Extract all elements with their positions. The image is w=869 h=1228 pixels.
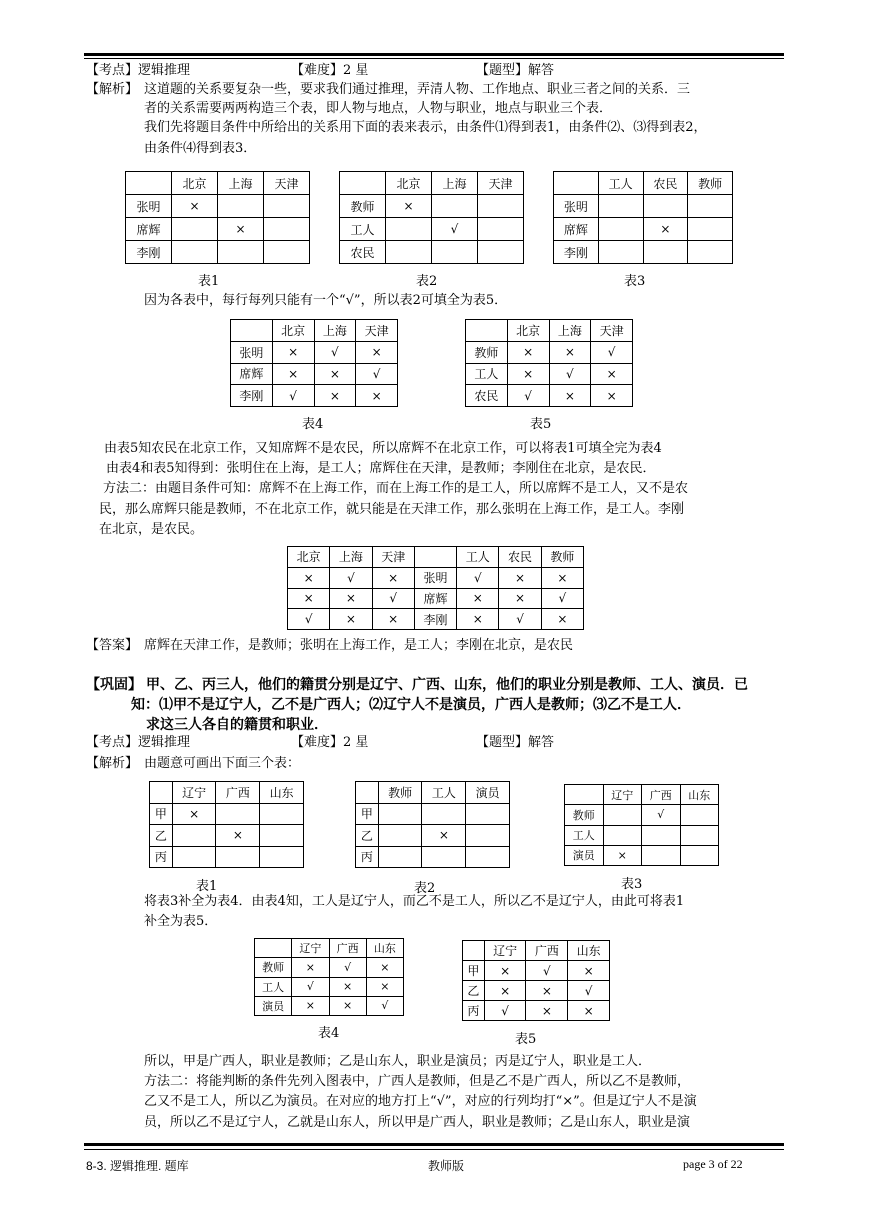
question-line: 知：⑴甲不是辽宁人，乙不是广西人；⑵辽宁人不是演员，广西人是教师；⑶乙不是工人． <box>131 697 691 713</box>
table-cell: 演员 <box>565 845 604 865</box>
table-cell: 上海 <box>549 320 591 342</box>
table-cell <box>216 846 260 868</box>
table-cell: 席辉 <box>126 218 172 241</box>
paragraph: 由表5知农民在北京工作，又知席辉不是农民，所以席辉不在北京工作，可以将表1可填全完为表4 <box>104 441 662 456</box>
table-cell: × <box>643 218 688 241</box>
table-cell <box>688 218 733 241</box>
table-cell: √ <box>457 567 499 588</box>
table-cell: × <box>422 825 466 847</box>
table-cell <box>264 218 310 241</box>
table-cell <box>260 846 304 868</box>
paragraph: 民，那么席辉只能是教师，不在北京工作，就只能是在天津工作，那么张明在上海工作，是工人。李刚 <box>99 502 685 517</box>
table-cell: × <box>272 341 314 363</box>
table-cell: 辽宁 <box>603 785 642 805</box>
paragraph: 在北京，是农民。 <box>99 522 204 537</box>
table-cell: × <box>541 567 583 588</box>
table-cell: √ <box>499 609 541 630</box>
table-cell: 广西 <box>216 782 260 804</box>
table-cell: 农民 <box>340 241 386 264</box>
table-cell <box>264 241 310 264</box>
table-cell: 甲 <box>150 803 173 825</box>
table-cell: × <box>288 588 330 609</box>
meta-row: 【考点】逻辑推理 【难度】2 星 【题型】解答 <box>86 63 555 78</box>
table-cell: 北京 <box>386 172 432 195</box>
table-cell: × <box>314 385 356 407</box>
table-cell: × <box>603 845 642 865</box>
table-cell: 上海 <box>218 172 264 195</box>
paragraph: 因为各表中，每行每列只能有一个“√”，所以表2可填全为表5． <box>144 293 508 308</box>
table-cell <box>218 241 264 264</box>
table-cell: 辽宁 <box>172 782 216 804</box>
table-cell <box>680 845 719 865</box>
table-cell: × <box>366 958 403 977</box>
table-cell <box>422 846 466 868</box>
paragraph: 方法二：将能判断的条件先列入图表中，广西人是教师，但是乙不是广西人，所以乙不是教师， <box>144 1074 691 1089</box>
footer-center: 教师版 <box>428 1159 465 1173</box>
table-cell: √ <box>356 363 398 385</box>
s2-table-3 <box>564 784 719 866</box>
table-cell <box>172 241 218 264</box>
answer-label: 【答案】 <box>86 638 139 653</box>
table-cell: 北京 <box>507 320 549 342</box>
table-6 <box>287 546 584 630</box>
table-cell: √ <box>372 588 414 609</box>
s2-table-3-caption: 表3 <box>621 877 643 892</box>
jiexi-line: 这道题的关系要复杂一些，要求我们通过推理，弄清人物、工作地点、职业三者之间的关系．三 <box>144 82 691 97</box>
paragraph: 方法二：由题目条件可知：席辉不在上海工作，而在上海工作的是工人，所以席辉不是工人，又不是农 <box>103 481 689 496</box>
table-cell: × <box>292 996 329 1015</box>
table-cell: 天津 <box>478 172 524 195</box>
jiexi-label: 【解析】 <box>86 82 139 97</box>
table-cell: √ <box>366 996 403 1015</box>
table-cell: × <box>356 385 398 407</box>
table-cell: 演员 <box>255 996 292 1015</box>
table-cell <box>150 782 173 804</box>
table-cell <box>172 218 218 241</box>
table-cell: × <box>356 341 398 363</box>
table-5-caption: 表5 <box>530 417 552 432</box>
footer-rule <box>84 1143 784 1146</box>
top-rule <box>84 53 784 56</box>
table-cell: √ <box>549 363 591 385</box>
table-cell <box>414 547 456 568</box>
table-cell: × <box>541 609 583 630</box>
table-cell: 北京 <box>272 320 314 342</box>
table-cell: 丙 <box>150 846 173 868</box>
table-cell <box>231 320 273 342</box>
table-4 <box>230 319 398 407</box>
table-cell: × <box>329 996 366 1015</box>
table-cell: 山东 <box>366 939 403 958</box>
table-cell <box>466 320 508 342</box>
table-cell <box>356 782 379 804</box>
table-cell: × <box>499 588 541 609</box>
table-cell: × <box>591 363 633 385</box>
table-cell: 工人 <box>466 363 508 385</box>
table-cell: 演员 <box>466 782 510 804</box>
table-cell: × <box>366 977 403 996</box>
table-cell: √ <box>484 1001 526 1021</box>
table-cell: × <box>218 218 264 241</box>
table-cell: 教师 <box>255 958 292 977</box>
table-cell <box>172 846 216 868</box>
table-cell <box>386 241 432 264</box>
top-rule-thin <box>84 58 784 59</box>
table-cell: 工人 <box>457 547 499 568</box>
table-cell <box>260 803 304 825</box>
table-cell: 工人 <box>598 172 643 195</box>
table-cell: 教师 <box>466 341 508 363</box>
paragraph: 由表4和表5知得到：张明住在上海，是工人；席辉住在天津，是教师；李刚住在北京，是农民． <box>106 461 656 476</box>
table-3-caption: 表3 <box>624 274 646 289</box>
table-cell <box>603 825 642 845</box>
table-cell: 农民 <box>499 547 541 568</box>
table-cell: 席辉 <box>554 218 599 241</box>
table-cell: √ <box>329 958 366 977</box>
table-cell <box>466 825 510 847</box>
table-cell: 甲 <box>463 961 485 981</box>
table-cell: 山东 <box>568 941 610 961</box>
table-cell <box>565 785 604 805</box>
table-cell: × <box>216 825 260 847</box>
table-cell <box>688 195 733 218</box>
table-cell: 乙 <box>463 981 485 1001</box>
table-cell <box>432 195 478 218</box>
table-cell: 教师 <box>688 172 733 195</box>
table-cell: 农民 <box>466 385 508 407</box>
table-cell: × <box>172 803 216 825</box>
table-cell: × <box>372 609 414 630</box>
table-cell <box>378 825 422 847</box>
table-cell: × <box>499 567 541 588</box>
table-3 <box>553 171 733 264</box>
table-cell: × <box>272 363 314 385</box>
footer-left: 8-3. 逻辑推理. 题库 <box>86 1159 189 1173</box>
table-cell: 工人 <box>422 782 466 804</box>
table-cell: × <box>314 363 356 385</box>
table-cell <box>260 825 304 847</box>
table-cell: 张明 <box>554 195 599 218</box>
table-cell <box>598 218 643 241</box>
table-cell: 上海 <box>432 172 478 195</box>
jiexi-label: 【解析】 <box>86 756 139 771</box>
table-5 <box>465 319 633 407</box>
table-cell <box>255 939 292 958</box>
table-cell: 工人 <box>340 218 386 241</box>
answer-text: 席辉在天津工作，是教师；张明在上海工作，是工人；李刚在北京，是农民 <box>144 638 574 653</box>
jiexi-line: 由条件⑷得到表3． <box>144 141 257 156</box>
table-cell <box>478 195 524 218</box>
table-cell: 丙 <box>463 1001 485 1021</box>
s2-table-4 <box>254 938 404 1016</box>
jiexi-line: 者的关系需要两两构造三个表，即人物与地点，人物与职业，地点与职业三个表． <box>144 101 613 116</box>
table-4-caption: 表4 <box>302 417 324 432</box>
s2-table-2-caption: 表2 <box>414 881 436 896</box>
table-cell: 张明 <box>414 567 456 588</box>
table-cell <box>680 825 719 845</box>
table-cell <box>466 846 510 868</box>
table-cell: × <box>288 567 330 588</box>
table-cell: 李刚 <box>554 241 599 264</box>
s2-table-5 <box>462 940 610 1021</box>
table-cell <box>478 218 524 241</box>
table-cell: 上海 <box>330 547 372 568</box>
table-cell: × <box>484 981 526 1001</box>
table-cell <box>172 825 216 847</box>
table-cell: 广西 <box>526 941 568 961</box>
table-cell: 山东 <box>680 785 719 805</box>
table-cell: × <box>330 588 372 609</box>
table-cell: √ <box>507 385 549 407</box>
table-cell <box>432 241 478 264</box>
table-cell: 张明 <box>231 341 273 363</box>
question-line: 求这三人各自的籍贯和职业． <box>146 717 328 733</box>
table-cell: × <box>386 195 432 218</box>
table-cell: √ <box>314 341 356 363</box>
table-cell: × <box>330 609 372 630</box>
table-cell: 李刚 <box>414 609 456 630</box>
table-cell: √ <box>272 385 314 407</box>
question-line: 甲、乙、丙三人，他们的籍贯分别是辽宁、广西、山东，他们的职业分别是教师、工人、演员．已 <box>146 677 748 693</box>
paragraph: 补全为表5． <box>144 914 218 929</box>
table-cell: 天津 <box>264 172 310 195</box>
table-cell: √ <box>292 977 329 996</box>
table-cell <box>603 805 642 825</box>
table-cell: × <box>591 385 633 407</box>
table-cell <box>378 846 422 868</box>
table-cell: 教师 <box>565 805 604 825</box>
table-cell <box>378 803 422 825</box>
table-cell: 张明 <box>126 195 172 218</box>
table-cell: √ <box>642 805 681 825</box>
table-cell: 教师 <box>378 782 422 804</box>
table-cell: 甲 <box>356 803 379 825</box>
table-cell: × <box>372 567 414 588</box>
table-cell <box>218 195 264 218</box>
table-cell: 工人 <box>565 825 604 845</box>
s2-table-1 <box>149 781 304 868</box>
table-2 <box>339 171 524 264</box>
paragraph: 乙又不是工人，所以乙为演员。在对应的地方打上“√”，对应的行列均打“×”。但是辽宁人不是演 <box>144 1094 697 1109</box>
table-cell: 天津 <box>372 547 414 568</box>
table-cell: × <box>507 363 549 385</box>
table-cell: 李刚 <box>126 241 172 264</box>
table-cell: 乙 <box>150 825 173 847</box>
gonggu-label: 【巩固】 <box>86 677 142 693</box>
s2-table-4-caption: 表4 <box>318 1026 340 1041</box>
table-cell: √ <box>288 609 330 630</box>
table-cell <box>554 172 599 195</box>
table-cell <box>340 172 386 195</box>
jiexi-line: 由题意可画出下面三个表： <box>144 756 301 771</box>
table-cell: √ <box>330 567 372 588</box>
table-cell: 农民 <box>643 172 688 195</box>
table-cell: × <box>526 1001 568 1021</box>
table-cell: × <box>549 341 591 363</box>
table-cell: 广西 <box>329 939 366 958</box>
table-cell: 教师 <box>541 547 583 568</box>
table-cell: 北京 <box>288 547 330 568</box>
table-cell <box>126 172 172 195</box>
table-cell: 天津 <box>591 320 633 342</box>
table-cell: 广西 <box>642 785 681 805</box>
table-cell <box>642 845 681 865</box>
table-cell: × <box>172 195 218 218</box>
paragraph: 所以，甲是广西人，职业是教师；乙是山东人，职业是演员；丙是辽宁人，职业是工人． <box>144 1054 652 1069</box>
s2-table-1-caption: 表1 <box>196 879 218 894</box>
table-cell: 北京 <box>172 172 218 195</box>
table-cell: 教师 <box>340 195 386 218</box>
footer-rule-thin <box>84 1149 784 1150</box>
table-cell <box>216 803 260 825</box>
table-cell: √ <box>526 961 568 981</box>
table-cell: 李刚 <box>231 385 273 407</box>
paragraph: 将表3补全为表4．由表4知，工人是辽宁人，而乙不是工人，所以乙不是辽宁人，由此可将表1 <box>144 894 685 909</box>
table-cell: × <box>507 341 549 363</box>
table-cell: 丙 <box>356 846 379 868</box>
table-cell: × <box>549 385 591 407</box>
table-cell: 山东 <box>260 782 304 804</box>
table-cell: √ <box>568 981 610 1001</box>
table-cell: × <box>292 958 329 977</box>
paragraph: 员，所以乙不是辽宁人，乙就是山东人，所以甲是广西人，职业是教师；乙是山东人，职业是演 <box>144 1115 691 1130</box>
table-cell: × <box>457 588 499 609</box>
table-1-caption: 表1 <box>198 274 220 289</box>
footer-right: page 3 of 22 <box>683 1157 743 1171</box>
table-cell: 席辉 <box>414 588 456 609</box>
s2-table-2 <box>355 781 510 868</box>
meta-row: 【考点】逻辑推理 【难度】2 星 【题型】解答 <box>86 735 555 750</box>
s2-table-5-caption: 表5 <box>515 1032 537 1047</box>
table-cell: 上海 <box>314 320 356 342</box>
table-cell <box>598 241 643 264</box>
table-cell: × <box>526 981 568 1001</box>
table-cell <box>642 825 681 845</box>
table-cell: √ <box>432 218 478 241</box>
table-cell: × <box>484 961 526 981</box>
table-cell <box>643 195 688 218</box>
table-cell: 席辉 <box>231 363 273 385</box>
table-cell: × <box>568 1001 610 1021</box>
table-cell: 辽宁 <box>292 939 329 958</box>
table-cell <box>463 941 485 961</box>
table-cell <box>598 195 643 218</box>
table-cell <box>422 803 466 825</box>
table-cell: × <box>329 977 366 996</box>
table-cell: 工人 <box>255 977 292 996</box>
table-cell <box>680 805 719 825</box>
table-cell <box>643 241 688 264</box>
table-cell: × <box>457 609 499 630</box>
table-cell <box>466 803 510 825</box>
table-cell: 辽宁 <box>484 941 526 961</box>
table-1 <box>125 171 310 264</box>
table-cell <box>386 218 432 241</box>
table-2-caption: 表2 <box>416 274 438 289</box>
table-cell <box>688 241 733 264</box>
table-cell: × <box>568 961 610 981</box>
table-cell <box>264 195 310 218</box>
table-cell: √ <box>591 341 633 363</box>
table-cell: 天津 <box>356 320 398 342</box>
table-cell: 乙 <box>356 825 379 847</box>
table-cell <box>478 241 524 264</box>
jiexi-line: 我们先将题目条件中所给出的关系用下面的表来表示，由条件⑴得到表1，由条件⑵、⑶得到表2， <box>144 120 707 135</box>
table-cell: √ <box>541 588 583 609</box>
